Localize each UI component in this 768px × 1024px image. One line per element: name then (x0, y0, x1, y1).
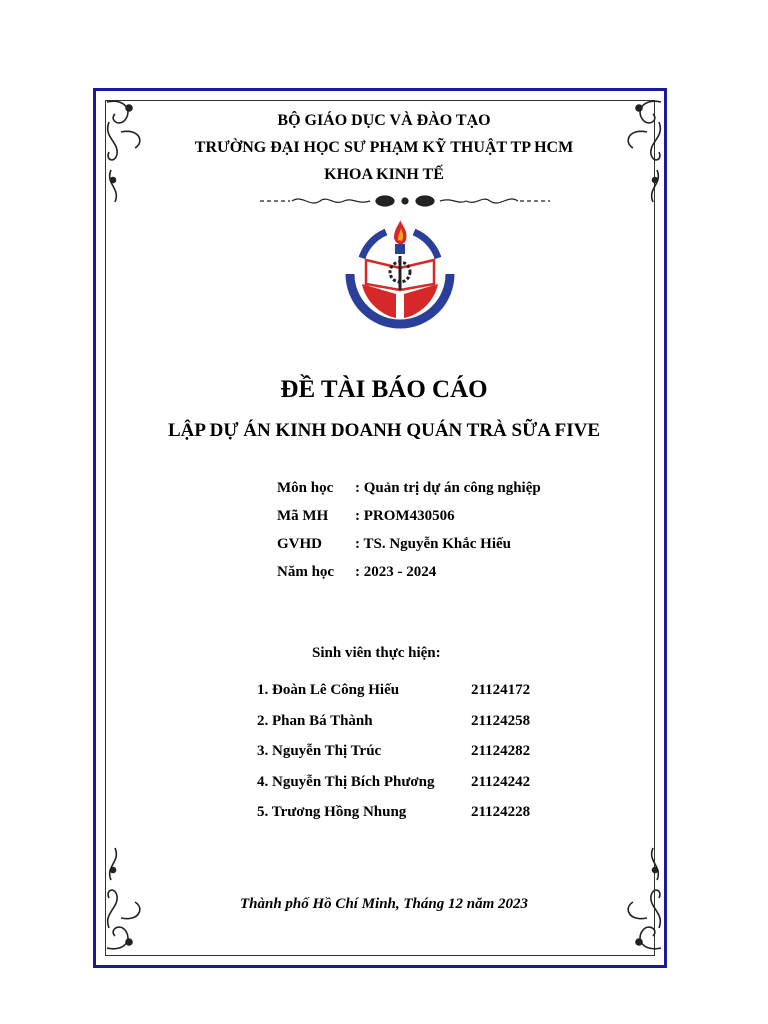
list-item (257, 682, 530, 713)
info-label: Năm học (277, 564, 335, 580)
university-logo-icon (332, 218, 468, 330)
info-row-instructor (277, 536, 541, 564)
project-title: LẬP DỰ ÁN KINH DOANH QUÁN TRÀ SỮA FIVE (167, 420, 601, 441)
list-item (257, 713, 530, 744)
info-row-course (277, 480, 541, 508)
course-info (277, 480, 541, 592)
student-id: 21124228 (471, 804, 531, 820)
student-id: 21124258 (471, 712, 531, 729)
university-heading: TRƯỜNG ĐẠI HỌC SƯ PHẠM KỸ THUẬT TP HCM (194, 139, 574, 156)
info-value: : Quản trị dự án công nghiệp (355, 480, 541, 496)
report-title: ĐỀ TÀI BÁO CÁO (280, 376, 488, 403)
students-heading: Sinh viên thực hiện: (312, 645, 441, 661)
info-label: Môn học (277, 480, 334, 496)
info-row-year (277, 564, 541, 592)
student-id: 21124282 (471, 743, 531, 759)
student-list (257, 682, 530, 835)
info-label: GVHD (277, 536, 322, 552)
student-name: 2. Phan Bá Thành (257, 712, 373, 729)
list-item (257, 804, 530, 835)
list-item (257, 743, 530, 774)
info-label: Mã MH (277, 508, 329, 524)
info-value: : 2023 - 2024 (355, 564, 437, 580)
student-name: 4. Nguyễn Thị Bích Phương (257, 773, 435, 790)
place-date-footer: Thành phố Hồ Chí Minh, Tháng 12 năm 2023 (239, 896, 528, 912)
ministry-heading: BỘ GIÁO DỤC VÀ ĐÀO TẠO (277, 112, 491, 129)
info-value: : PROM430506 (355, 508, 455, 524)
student-name: 3. Nguyễn Thị Trúc (257, 743, 382, 759)
info-value: : TS. Nguyễn Khắc Hiếu (355, 536, 511, 552)
faculty-heading: KHOA KINH TẾ (324, 166, 444, 183)
ornamental-divider-icon (260, 192, 550, 210)
list-item (257, 774, 530, 805)
student-name: 5. Trương Hồng Nhung (257, 804, 407, 820)
info-row-code (277, 508, 541, 536)
student-id: 21124242 (471, 773, 531, 790)
student-name: 1. Đoàn Lê Công Hiếu (257, 682, 400, 698)
student-id: 21124172 (471, 682, 531, 698)
